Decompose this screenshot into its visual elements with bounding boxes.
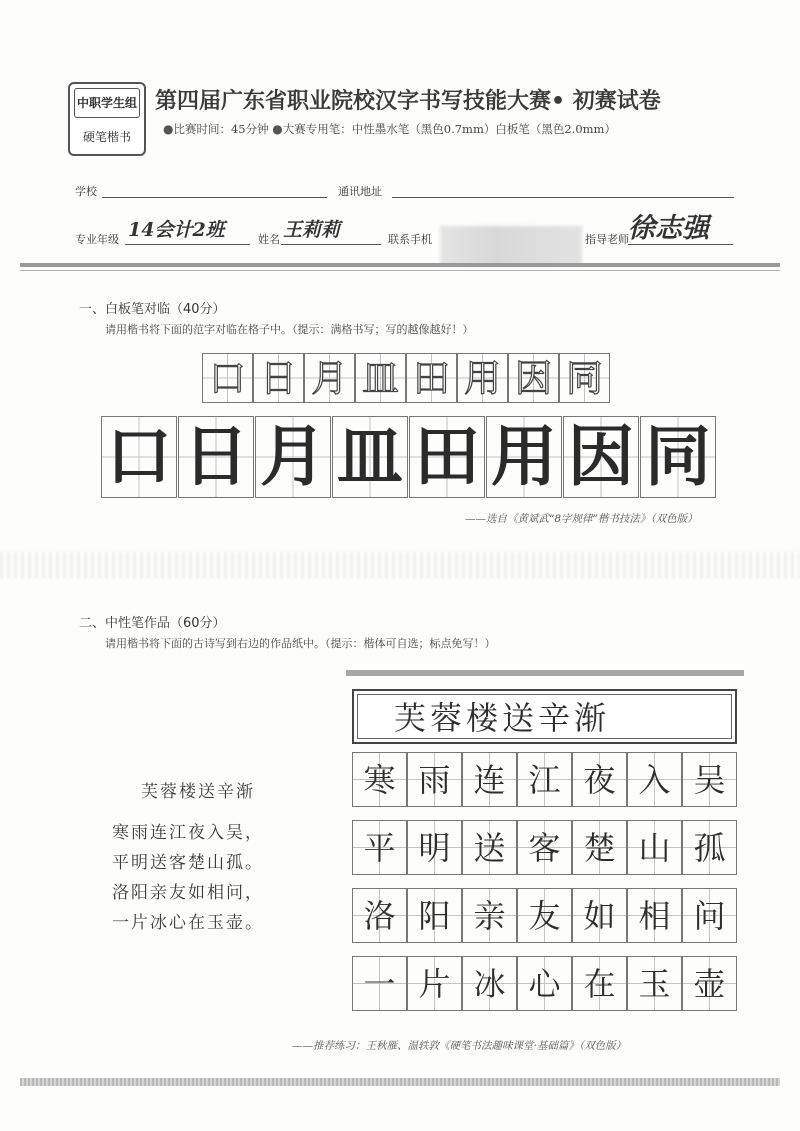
school-field[interactable] — [102, 196, 327, 198]
model-cell[interactable] — [640, 416, 716, 498]
model-cell[interactable] — [101, 416, 177, 498]
address-label: 通讯地址 — [338, 185, 382, 198]
work-char: 送 — [473, 828, 506, 867]
section2-heading: 二、中性笔作品（60分） — [79, 616, 226, 631]
work-cell[interactable] — [682, 956, 737, 1011]
work-cell[interactable] — [352, 888, 407, 943]
work-grid-row — [352, 888, 737, 943]
work-char: 洛 — [363, 896, 396, 935]
major-label: 专业年级 — [75, 233, 119, 246]
group-badge — [68, 82, 146, 156]
work-cell[interactable] — [462, 752, 517, 807]
poem-title: 芙蓉楼送辛渐 — [141, 782, 255, 802]
exam-title-main: 第四届广东省职业院校汉字书写技能大赛 — [155, 89, 552, 114]
work-char: 一 — [363, 964, 396, 1003]
outline-cell[interactable] — [559, 353, 610, 403]
header-divider — [20, 263, 780, 267]
work-cell[interactable] — [627, 820, 682, 875]
work-char: 如 — [583, 896, 616, 935]
work-char: 阳 — [418, 896, 451, 935]
work-grid-row — [352, 956, 737, 1011]
work-cell[interactable] — [462, 820, 517, 875]
work-cell[interactable] — [682, 752, 737, 807]
work-char: 平 — [363, 828, 396, 867]
phone-label: 联系手机 — [388, 233, 432, 246]
major-value: 14会计2班 — [128, 219, 225, 241]
work-char: 冰 — [473, 964, 506, 1003]
work-cell[interactable] — [572, 752, 627, 807]
work-paper-grid — [352, 752, 737, 1012]
work-char: 连 — [473, 760, 506, 799]
work-char: 夜 — [583, 760, 616, 799]
work-cell[interactable] — [627, 888, 682, 943]
work-char: 心 — [528, 964, 561, 1003]
outline-cell[interactable] — [508, 353, 559, 403]
work-char: 问 — [693, 896, 726, 935]
name-label: 姓名 — [258, 233, 280, 246]
work-char: 在 — [583, 964, 616, 1003]
outline-char-row — [202, 353, 610, 403]
model-cell[interactable] — [563, 416, 639, 498]
model-cell[interactable] — [178, 416, 254, 498]
work-cell[interactable] — [572, 956, 627, 1011]
work-cell[interactable] — [627, 956, 682, 1011]
model-char: 口 — [106, 418, 172, 495]
section1-heading: 一、白板笔对临（40分） — [79, 302, 226, 317]
work-char: 孤 — [693, 828, 726, 867]
work-char: 明 — [418, 828, 451, 867]
model-char: 田 — [414, 418, 480, 495]
work-cell[interactable] — [407, 752, 462, 807]
section2-instruction: 请用楷书将下面的古诗写到右边的作品纸中。（提示：楷体可自选；标点免写！） — [105, 637, 496, 650]
work-cell[interactable] — [407, 820, 462, 875]
work-char: 楚 — [583, 828, 616, 867]
exam-subtitle: ●比赛时间：45分钟 ●大赛专用笔：中性墨水笔（黑色0.7mm）白板笔（黑色2.0mm） — [163, 122, 616, 136]
model-char: 同 — [645, 418, 711, 495]
work-cell[interactable] — [352, 752, 407, 807]
phone-redaction — [440, 226, 582, 266]
work-cell[interactable] — [517, 956, 572, 1011]
poem-line: 洛阳亲友如相问， — [112, 883, 264, 903]
work-char: 入 — [638, 760, 671, 799]
work-char: 玉 — [638, 964, 671, 1003]
badge-category-label: 硬笔楷书 — [82, 130, 131, 144]
outline-char: 因 — [515, 356, 552, 400]
work-cell[interactable] — [682, 820, 737, 875]
outline-cell[interactable] — [355, 353, 406, 403]
outline-cell[interactable] — [304, 353, 355, 403]
work-char: 寒 — [363, 760, 396, 799]
model-char: 日 — [183, 418, 249, 495]
model-cell[interactable] — [332, 416, 408, 498]
work-char: 雨 — [418, 760, 451, 799]
work-char: 山 — [638, 828, 671, 867]
work-grid-row — [352, 752, 737, 807]
teacher-field[interactable] — [628, 243, 733, 245]
model-char: 用 — [491, 418, 557, 495]
outline-char: 月 — [311, 356, 348, 400]
outline-char: 口 — [209, 356, 246, 400]
work-cell[interactable] — [682, 888, 737, 943]
work-char: 江 — [528, 760, 561, 799]
model-cell[interactable] — [409, 416, 485, 498]
poem-line: 一片冰心在玉壶。 — [112, 913, 264, 933]
address-field[interactable] — [392, 196, 734, 198]
outline-char: 同 — [566, 356, 603, 400]
model-char: 因 — [568, 418, 634, 495]
work-grid-row — [352, 820, 737, 875]
outline-char: 皿 — [362, 356, 399, 400]
exam-time: 比赛时间：45分钟 — [173, 122, 269, 136]
school-label: 学校 — [75, 185, 97, 198]
work-cell[interactable] — [517, 820, 572, 875]
outline-cell[interactable] — [406, 353, 457, 403]
model-char: 皿 — [337, 418, 403, 495]
badge-group-label: 中职学生组 — [74, 88, 140, 118]
work-cell[interactable] — [462, 956, 517, 1011]
work-cell[interactable] — [352, 956, 407, 1011]
work-char: 片 — [418, 964, 451, 1003]
work-cell[interactable] — [572, 888, 627, 943]
footer-divider — [20, 1078, 780, 1086]
work-char: 相 — [638, 896, 671, 935]
name-value: 王莉莉 — [283, 219, 341, 241]
header-divider-thin — [20, 270, 780, 271]
big-char-row — [101, 416, 715, 498]
poem-line: 寒雨连江夜入吴， — [112, 823, 264, 843]
outline-char: 用 — [464, 356, 501, 400]
model-cell[interactable] — [486, 416, 562, 498]
work-char: 友 — [528, 896, 561, 935]
teacher-label: 指导老师 — [585, 233, 629, 246]
exam-pens: 大赛专用笔：中性墨水笔（黑色0.7mm）白板笔（黑色2.0mm） — [282, 122, 616, 136]
poem-line: 平明送客楚山孤。 — [112, 853, 264, 873]
section2-credit: ——推荐练习：王秋雁、温轶敦《硬笔书法趣味课堂·基础篇》（双色版） — [292, 1040, 627, 1052]
outline-char: 日 — [260, 356, 297, 400]
major-field[interactable] — [125, 243, 250, 245]
work-char: 客 — [528, 828, 561, 867]
work-paper-title-box — [352, 689, 737, 744]
work-cell[interactable] — [627, 752, 682, 807]
work-char: 吴 — [693, 760, 726, 799]
outline-char: 田 — [413, 356, 450, 400]
section1-instruction: 请用楷书将下面的范字对临在格子中。（提示：满格书写；写的越像越好！） — [105, 323, 474, 336]
exam-title — [155, 84, 755, 115]
work-char: 壶 — [693, 964, 726, 1003]
outline-cell[interactable] — [457, 353, 508, 403]
exam-title-suffix: • 初赛试卷 — [551, 89, 661, 114]
work-cell[interactable] — [517, 752, 572, 807]
work-cell[interactable] — [407, 888, 462, 943]
work-char: 亲 — [473, 896, 506, 935]
model-cell[interactable] — [255, 416, 331, 498]
outline-cell[interactable] — [253, 353, 304, 403]
work-cell[interactable] — [407, 956, 462, 1011]
outline-cell[interactable] — [202, 353, 253, 403]
work-cell[interactable] — [572, 820, 627, 875]
work-paper-title: 芙蓉楼送辛渐 — [357, 694, 732, 739]
teacher-signature: 徐志强 — [628, 213, 709, 244]
work-cell[interactable] — [352, 820, 407, 875]
work-cell[interactable] — [462, 888, 517, 943]
work-cell[interactable] — [517, 888, 572, 943]
name-field[interactable] — [281, 243, 381, 245]
model-char: 月 — [260, 418, 326, 495]
poem-text — [112, 818, 264, 938]
scan-noise — [0, 552, 800, 578]
section1-credit: ——选自《黄斌武“8字规律”楷书技法》（双色版） — [465, 513, 698, 525]
